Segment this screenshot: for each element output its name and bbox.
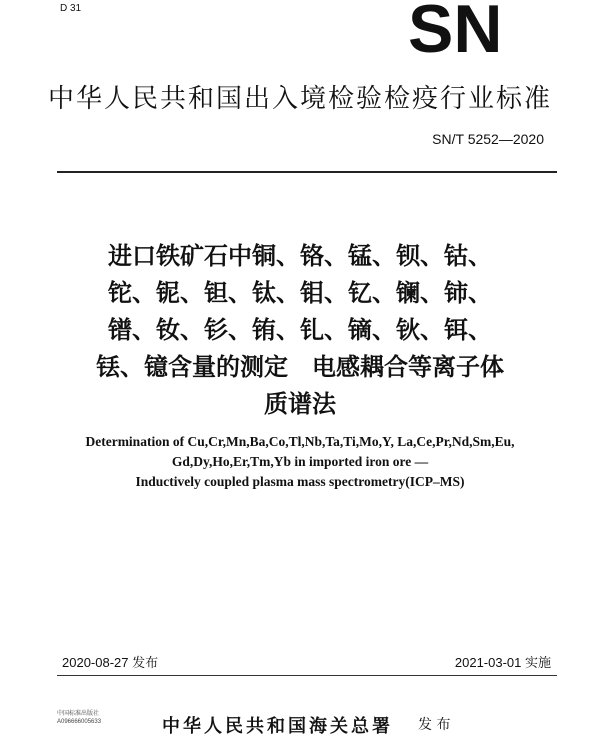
- title-cn-line: 铥、镱含量的测定 电感耦合等离子体: [96, 353, 504, 381]
- publisher-stamp: [57, 710, 137, 736]
- title-cn-line: 镨、钕、钐、铕、钆、镝、钬、铒、: [108, 316, 492, 344]
- sn-logo: [408, 0, 530, 56]
- stamp-line: A096666005633: [57, 719, 102, 725]
- issued-label: 发 布: [418, 717, 451, 733]
- ics-code: D 31: [60, 3, 82, 14]
- title-en-line: Inductively coupled plasma mass spectrometry(ICP–MS): [135, 474, 465, 489]
- standard-number: SN/T 5252—2020: [432, 131, 544, 147]
- header-divider: [57, 171, 557, 173]
- title-cn-line: 进口铁矿石中铜、铬、锰、钡、钴、: [108, 242, 492, 270]
- footer-divider: [57, 675, 557, 676]
- title-en-line: Gd,Dy,Ho,Er,Tm,Yb in imported iron ore —: [171, 454, 429, 469]
- standard-type-heading: 中华人民共和国出入境检验检疫行业标准: [47, 84, 552, 114]
- title-cn-line: 质谱法: [264, 390, 336, 418]
- stamp-line: 中国标准出版社: [57, 711, 100, 717]
- title-chinese: [0, 238, 600, 423]
- implementation-date: 2021-03-01 实施: [454, 655, 551, 670]
- title-cn-line: 铊、铌、钽、钛、钼、钇、镧、铈、: [108, 279, 492, 307]
- title-en-line: Determination of Cu,Cr,Mn,Ba,Co,Tl,Nb,Ta,Ti,Mo,Y, La,Ce,Pr,Nd,Sm,Eu,: [85, 434, 515, 449]
- issuing-authority: 中华人民共和国海关总署: [162, 716, 393, 737]
- sn-logo-text: SN: [408, 0, 503, 56]
- title-english: [0, 432, 600, 492]
- issue-date: 2020-08-27 发布: [62, 655, 159, 670]
